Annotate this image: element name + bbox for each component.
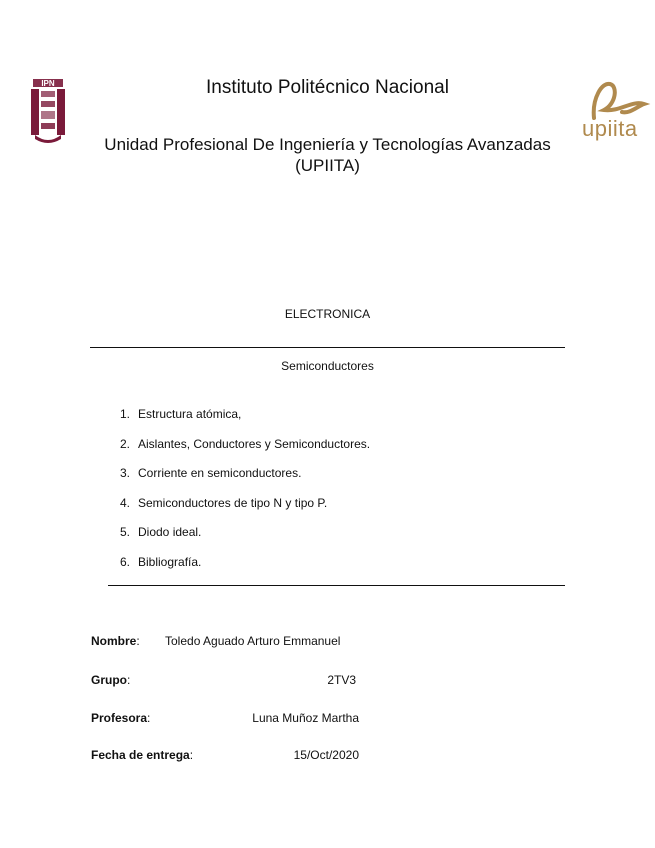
unit-title-line2: (UPIITA) [295,156,360,175]
profesora-label: Profesora: [91,711,151,725]
bottom-divider [108,585,565,586]
list-item: 5. Diodo ideal. [119,525,202,540]
topic-list [108,405,370,583]
topic-title: Semiconductores [281,359,374,373]
list-item: 2. Aislantes, Conductores y Semiconductores. [119,436,371,451]
institute-title: Instituto Politécnico Nacional [206,77,449,98]
subject-title: ELECTRONICA [284,307,371,321]
fecha-value: 15/Oct/2020 [293,748,359,762]
unit-title-line1: Unidad Profesional De Ingeniería y Tecnologías Avanzadas [104,135,551,154]
list-item: 4. Semiconductores de tipo N y tipo P. [119,495,328,510]
grupo-label: Grupo: [91,673,131,687]
list-item: 1. Estructura atómica, [119,407,242,421]
list-item: 3. Corriente en semiconductores. [119,466,302,481]
profesora-value: Luna Muñoz Martha [252,711,359,725]
list-item: 6. Bibliografía. [119,554,202,569]
grupo-value: 2TV3 [327,673,356,687]
nombre-value: Toledo Aguado Arturo Emmanuel [165,634,341,648]
ipn-logo-text: IPN [41,79,55,88]
nombre-label: Nombre: [91,634,140,648]
top-divider [90,347,565,348]
upiita-logo-text: upiita [582,116,638,141]
fecha-label: Fecha de entrega: [91,748,194,762]
